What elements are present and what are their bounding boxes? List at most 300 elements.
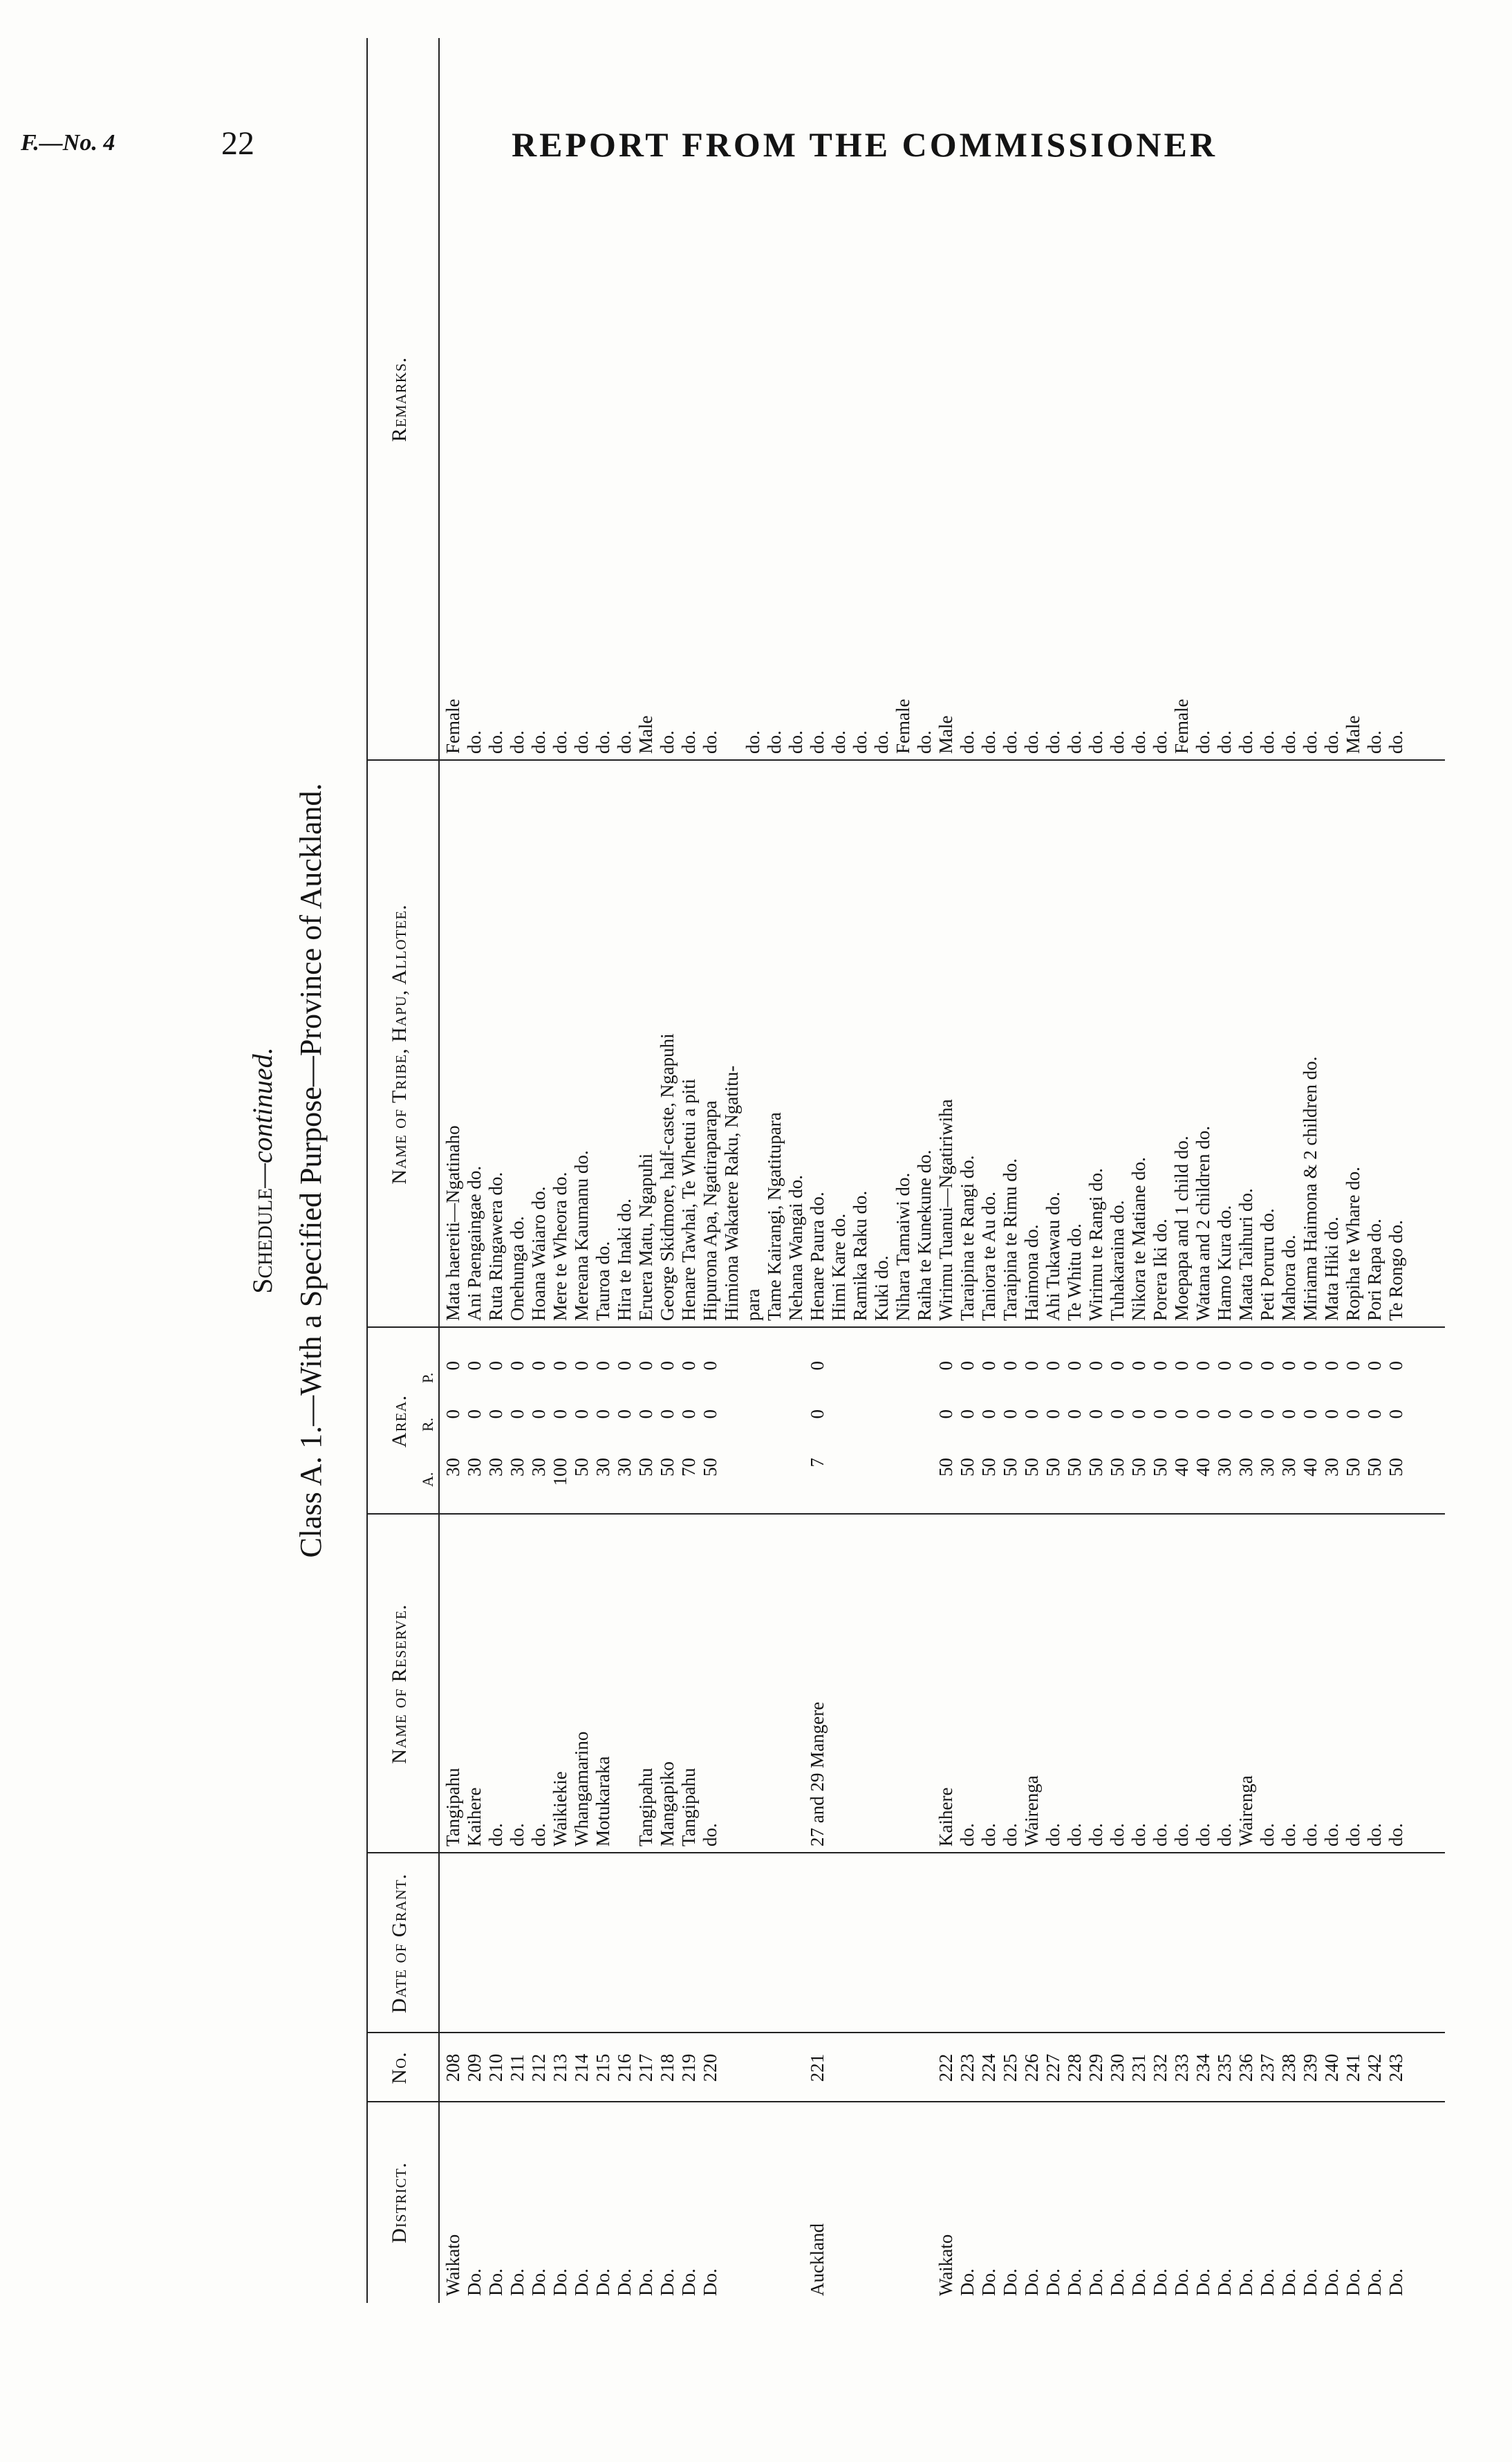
number-cell: 211 <box>507 2054 528 2082</box>
area-a: 50 <box>1043 1458 1063 1477</box>
area-r: 0 <box>957 1409 978 1419</box>
reserve-cell: do. <box>1107 1823 1128 1846</box>
area-cell <box>871 1333 893 1506</box>
area-r: 0 <box>1171 1409 1192 1419</box>
number-cell: 212 <box>528 2053 549 2082</box>
area-cell <box>807 1333 828 1506</box>
schedule-table-rotated <box>228 38 1493 2303</box>
area-p: 0 <box>935 1361 956 1371</box>
area-r: 0 <box>678 1409 699 1419</box>
table-row <box>1300 38 1321 2303</box>
area-r: 0 <box>935 1409 956 1419</box>
area-a: 50 <box>935 1458 956 1477</box>
area-cell <box>1343 1333 1364 1506</box>
area-p: 0 <box>1214 1361 1235 1371</box>
area-r: 0 <box>657 1409 678 1419</box>
number-cell: 227 <box>1043 2053 1063 2082</box>
number-cell: 221 <box>807 2053 828 2082</box>
remarks-cell: do. <box>1193 730 1213 754</box>
area-a: 40 <box>1171 1458 1192 1477</box>
area-p: 0 <box>592 1361 613 1371</box>
number-cell: 209 <box>464 2053 485 2082</box>
allotee-cell: Maata Taihuri do. <box>1235 1188 1256 1321</box>
area-p: 0 <box>528 1361 549 1371</box>
schedule-title-main: Schedule <box>247 1187 278 1294</box>
area-cell <box>1385 1333 1407 1506</box>
area-cell <box>1107 1333 1128 1506</box>
area-cell <box>592 1333 614 1506</box>
area-cell <box>721 1333 743 1506</box>
district-cell: Waikato <box>442 2234 463 2296</box>
reserve-cell: do. <box>485 1823 506 1846</box>
area-cell <box>464 1333 485 1506</box>
remarks-cell: do. <box>871 730 892 754</box>
area-cell <box>1171 1333 1193 1506</box>
area-a: 50 <box>978 1458 999 1477</box>
number-cell: 234 <box>1193 2053 1213 2082</box>
area-r: 0 <box>442 1409 463 1419</box>
allotee-cell: Mereana Kaumanu do. <box>571 1150 592 1321</box>
area-cell <box>828 1333 850 1506</box>
district-cell: Do. <box>1321 2268 1342 2296</box>
reserve-cell: Waikiekie <box>550 1771 570 1846</box>
col-head-name: Name of Tribe, Hapu, Allotee. <box>388 904 411 1185</box>
area-unit-perches: P. <box>419 1372 436 1383</box>
reserve-cell: do. <box>1193 1823 1213 1846</box>
area-p: 0 <box>1128 1361 1149 1371</box>
col-head-district: District. <box>388 2162 411 2243</box>
table-row <box>442 38 464 2303</box>
district-cell: Do. <box>978 2268 999 2296</box>
area-p: 0 <box>1300 1361 1320 1371</box>
reserve-cell: do. <box>1343 1823 1363 1846</box>
number-cell: 213 <box>550 2053 570 2082</box>
table-row <box>721 38 743 2303</box>
area-r: 0 <box>1021 1409 1042 1419</box>
area-p: 0 <box>614 1361 635 1371</box>
number-cell: 218 <box>657 2053 678 2082</box>
number-cell: 233 <box>1171 2053 1192 2082</box>
area-r: 0 <box>1085 1409 1106 1419</box>
remarks-cell: do. <box>743 730 763 754</box>
remarks-cell: do. <box>528 730 549 754</box>
remarks-cell: do. <box>1278 730 1299 754</box>
district-cell: Do. <box>1300 2268 1320 2296</box>
allotee-cell: Te Whitu do. <box>1064 1223 1085 1321</box>
area-a: 30 <box>507 1458 528 1477</box>
table-row <box>785 38 807 2303</box>
area-p: 0 <box>1364 1361 1385 1371</box>
area-p: 0 <box>1085 1361 1106 1371</box>
area-cell <box>678 1333 700 1506</box>
area-p: 0 <box>1107 1361 1128 1371</box>
number-cell: 228 <box>1064 2053 1085 2082</box>
table-row <box>678 38 700 2303</box>
area-p: 0 <box>1021 1361 1042 1371</box>
area-p: 0 <box>1235 1361 1256 1371</box>
district-cell: Do. <box>507 2268 528 2296</box>
area-r: 0 <box>614 1409 635 1419</box>
area-a: 30 <box>1257 1458 1278 1477</box>
allotee-cell: Eruera Matu, Ngapuhi <box>635 1153 656 1321</box>
area-cell <box>1085 1333 1107 1506</box>
number-cell: 231 <box>1128 2053 1149 2082</box>
table-row <box>914 38 935 2303</box>
remarks-cell: do. <box>785 730 806 754</box>
table-row <box>1107 38 1128 2303</box>
allotee-cell: Nikora te Matiane do. <box>1128 1157 1149 1321</box>
area-p: 0 <box>1171 1361 1192 1371</box>
reserve-cell: Kaihere <box>464 1787 485 1846</box>
page-title: REPORT FROM THE COMMISSIONER <box>512 125 1217 164</box>
table-row <box>507 38 528 2303</box>
area-r: 0 <box>700 1409 720 1419</box>
area-r: 0 <box>1235 1409 1256 1419</box>
area-cell <box>507 1333 528 1506</box>
area-cell <box>1021 1333 1043 1506</box>
remarks-cell: do. <box>1064 730 1085 754</box>
area-cell <box>1193 1333 1214 1506</box>
reserve-cell: do. <box>1321 1823 1342 1846</box>
table-row <box>1385 38 1407 2303</box>
remarks-cell: Male <box>935 715 956 754</box>
allotee-cell: Ropiha te Whare do. <box>1343 1167 1363 1321</box>
area-cell <box>657 1333 678 1506</box>
area-a: 50 <box>657 1458 678 1477</box>
district-cell: Do. <box>1257 2268 1278 2296</box>
area-cell <box>1321 1333 1343 1506</box>
schedule-title-continued: —continued. <box>247 1047 278 1188</box>
col-head-reserve: Name of Reserve. <box>388 1604 411 1764</box>
area-a: 7 <box>807 1458 828 1468</box>
area-a: 50 <box>957 1458 978 1477</box>
area-r: 0 <box>1364 1409 1385 1419</box>
area-a: 50 <box>1021 1458 1042 1477</box>
remarks-cell: do. <box>850 730 870 754</box>
area-p: 0 <box>1257 1361 1278 1371</box>
remarks-cell: do. <box>978 730 999 754</box>
col-head-remarks: Remarks. <box>388 356 411 443</box>
area-p: 0 <box>957 1361 978 1371</box>
area-p: 0 <box>1278 1361 1299 1371</box>
area-a: 50 <box>1128 1458 1149 1477</box>
area-a: 50 <box>1385 1458 1406 1477</box>
number-cell: 238 <box>1278 2053 1299 2082</box>
remarks-cell: do. <box>1128 730 1149 754</box>
district-cell: Do. <box>1385 2268 1406 2296</box>
area-r: 0 <box>550 1409 570 1419</box>
remarks-cell: do. <box>914 730 935 754</box>
allotee-cell: Hoana Waiaro do. <box>528 1186 549 1321</box>
area-a: 70 <box>678 1458 699 1477</box>
area-p: 0 <box>507 1361 528 1371</box>
table-row <box>1150 38 1171 2303</box>
remarks-cell: do. <box>571 730 592 754</box>
remarks-cell: Male <box>1343 715 1363 754</box>
remarks-cell: do. <box>1021 730 1042 754</box>
reserve-cell: do. <box>957 1823 978 1846</box>
reserve-cell: do. <box>1278 1823 1299 1846</box>
area-cell <box>1300 1333 1321 1506</box>
reserve-cell: Kaihere <box>935 1787 956 1846</box>
area-cell <box>1364 1333 1385 1506</box>
area-p: 0 <box>807 1361 828 1371</box>
area-cell <box>1064 1333 1085 1506</box>
number-cell: 230 <box>1107 2053 1128 2082</box>
reserve-cell: do. <box>1300 1823 1320 1846</box>
reserve-cell: Tangipahu <box>442 1768 463 1846</box>
area-p: 0 <box>1385 1361 1406 1371</box>
table-row <box>1343 38 1364 2303</box>
district-cell: Do. <box>1000 2268 1020 2296</box>
area-r: 0 <box>1000 1409 1020 1419</box>
area-a: 30 <box>528 1458 549 1477</box>
table-row <box>1257 38 1278 2303</box>
number-cell: 222 <box>935 2053 956 2082</box>
area-cell <box>1128 1333 1150 1506</box>
number-cell: 215 <box>592 2053 613 2082</box>
area-a: 40 <box>1193 1458 1213 1477</box>
remarks-cell: do. <box>1300 730 1320 754</box>
table-row <box>614 38 635 2303</box>
area-a: 30 <box>592 1458 613 1477</box>
remarks-cell: do. <box>657 730 678 754</box>
allotee-cell: Henare Tawhai, Te Whetui a piti <box>678 1078 699 1321</box>
area-p: 0 <box>978 1361 999 1371</box>
district-cell: Do. <box>528 2268 549 2296</box>
table-row <box>571 38 592 2303</box>
reserve-cell: Tangipahu <box>678 1768 699 1846</box>
remarks-cell: do. <box>592 730 613 754</box>
district-cell: Do. <box>1128 2268 1149 2296</box>
table-row <box>871 38 893 2303</box>
area-a: 50 <box>1000 1458 1020 1477</box>
district-cell: Do. <box>571 2268 592 2296</box>
reserve-cell: do. <box>1085 1823 1106 1846</box>
allotee-cell: Mata Hiki do. <box>1321 1216 1342 1321</box>
remarks-cell: do. <box>1364 730 1385 754</box>
remarks-cell: do. <box>1000 730 1020 754</box>
schedule-captions <box>228 38 366 2303</box>
area-r: 0 <box>1150 1409 1170 1419</box>
area-p: 0 <box>442 1361 463 1371</box>
allotee-cell: Onehunga do. <box>507 1216 528 1321</box>
district-cell: Do. <box>657 2268 678 2296</box>
number-cell: 236 <box>1235 2053 1256 2082</box>
district-cell: Do. <box>635 2268 656 2296</box>
allotee-cell: Watana and 2 children do. <box>1193 1126 1213 1321</box>
col-head-no: No. <box>388 2051 411 2084</box>
district-cell: Do. <box>592 2268 613 2296</box>
remarks-cell: do. <box>550 730 570 754</box>
allotee-cell: Wirimu te Rangi do. <box>1085 1168 1106 1321</box>
allotee-cell: Peti Poruru do. <box>1257 1208 1278 1321</box>
area-r: 0 <box>1214 1409 1235 1419</box>
allotee-cell: Mere te Wheora do. <box>550 1172 570 1321</box>
allotee-cell: Hamo Kura do. <box>1214 1205 1235 1321</box>
area-p: 0 <box>550 1361 570 1371</box>
table-row <box>807 38 828 2303</box>
number-cell: 220 <box>700 2053 720 2082</box>
reserve-cell: 27 and 29 Mangere <box>807 1701 828 1846</box>
number-cell: 239 <box>1300 2053 1320 2082</box>
remarks-cell: do. <box>1321 730 1342 754</box>
area-unit-acres: A. <box>419 1472 436 1487</box>
area-a: 30 <box>614 1458 635 1477</box>
district-cell: Do. <box>614 2268 635 2296</box>
district-cell: Do. <box>1343 2268 1363 2296</box>
remarks-cell: do. <box>464 730 485 754</box>
district-cell: Do. <box>1043 2268 1063 2296</box>
area-p: 0 <box>700 1361 720 1371</box>
table-row <box>550 38 571 2303</box>
remarks-cell: Female <box>442 698 463 754</box>
area-r: 0 <box>571 1409 592 1419</box>
table-row <box>700 38 721 2303</box>
area-cell <box>850 1333 871 1506</box>
area-cell <box>700 1333 721 1506</box>
area-r: 0 <box>1257 1409 1278 1419</box>
district-cell: Do. <box>1193 2268 1213 2296</box>
area-r: 0 <box>1300 1409 1320 1419</box>
reserve-cell: do. <box>1171 1823 1192 1846</box>
number-cell: 232 <box>1150 2053 1170 2082</box>
area-a: 100 <box>550 1458 570 1486</box>
allotee-cell: Taniora te Au do. <box>978 1191 999 1321</box>
table-row <box>1171 38 1193 2303</box>
area-p: 0 <box>1000 1361 1020 1371</box>
allotee-cell: George Skidmore, half-caste, Ngapuhi <box>657 1033 678 1321</box>
number-cell: 214 <box>571 2053 592 2082</box>
table-row <box>828 38 850 2303</box>
area-r: 0 <box>1107 1409 1128 1419</box>
remarks-cell: Female <box>893 698 913 754</box>
reserve-cell: do. <box>1150 1823 1170 1846</box>
reserve-cell: do. <box>1214 1823 1235 1846</box>
remarks-cell: do. <box>1385 730 1406 754</box>
number-cell: 243 <box>1385 2053 1406 2082</box>
remarks-cell: do. <box>957 730 978 754</box>
area-r: 0 <box>1385 1409 1406 1419</box>
area-r: 0 <box>1128 1409 1149 1419</box>
reserve-cell: do. <box>700 1823 720 1846</box>
col-head-date: Date of Grant. <box>388 1873 411 2014</box>
remarks-cell: do. <box>1214 730 1235 754</box>
table-row <box>850 38 871 2303</box>
area-a: 30 <box>442 1458 463 1477</box>
number-cell: 229 <box>1085 2053 1106 2082</box>
district-cell: Do. <box>1171 2268 1192 2296</box>
area-cell <box>1235 1333 1257 1506</box>
allotee-cell: Nihara Tamaiwi do. <box>893 1172 913 1321</box>
table-row <box>1235 38 1257 2303</box>
table-row <box>764 38 785 2303</box>
district-cell: Do. <box>957 2268 978 2296</box>
district-cell: Do. <box>678 2268 699 2296</box>
area-cell <box>1278 1333 1300 1506</box>
area-cell <box>743 1333 764 1506</box>
table-row <box>657 38 678 2303</box>
table-row <box>1193 38 1214 2303</box>
schedule-title <box>246 38 279 2303</box>
allotee-cell: Taraipina te Rimu do. <box>1000 1158 1020 1321</box>
area-r: 0 <box>592 1409 613 1419</box>
allotee-cell: Ramika Raku do. <box>850 1190 870 1321</box>
number-cell: 242 <box>1364 2053 1385 2082</box>
area-a: 30 <box>485 1458 506 1477</box>
reserve-cell: do. <box>1257 1823 1278 1846</box>
table-row <box>485 38 507 2303</box>
class-heading: Class A. 1.—With a Specified Purpose—Province of Auckland. <box>294 783 328 1558</box>
number-cell: 225 <box>1000 2053 1020 2082</box>
table-row <box>1043 38 1064 2303</box>
district-cell: Do. <box>1214 2268 1235 2296</box>
table-row <box>592 38 614 2303</box>
area-cell <box>442 1333 464 1506</box>
area-cell <box>935 1333 957 1506</box>
number-cell: 219 <box>678 2053 699 2082</box>
area-a: 50 <box>1364 1458 1385 1477</box>
number-cell: 224 <box>978 2053 999 2082</box>
number-cell: 226 <box>1021 2053 1042 2082</box>
reserve-cell: Whangamarino <box>571 1731 592 1846</box>
table-row <box>1321 38 1343 2303</box>
district-cell: Do. <box>1150 2268 1170 2296</box>
district-cell: Do. <box>1107 2268 1128 2296</box>
allotee-cell: Pori Rapa do. <box>1364 1219 1385 1321</box>
area-cell <box>978 1333 1000 1506</box>
reserve-cell: do. <box>1064 1823 1085 1846</box>
area-unit-roods: R. <box>419 1417 436 1432</box>
reserve-cell: do. <box>978 1823 999 1846</box>
area-cell <box>485 1333 507 1506</box>
allotee-cell: Taraipina te Rangi do. <box>957 1155 978 1321</box>
area-cell <box>893 1333 914 1506</box>
document-reference: F.—No. 4 <box>21 130 115 156</box>
area-p: 0 <box>657 1361 678 1371</box>
reserve-cell: do. <box>528 1823 549 1846</box>
allotee-cell: Tuhakaraina do. <box>1107 1200 1128 1321</box>
district-cell: Do. <box>1021 2268 1042 2296</box>
district-cell: Do. <box>1278 2268 1299 2296</box>
table-row <box>1214 38 1235 2303</box>
reserve-cell: do. <box>1043 1823 1063 1846</box>
area-a: 50 <box>1085 1458 1106 1477</box>
remarks-cell: do. <box>700 730 720 754</box>
area-p: 0 <box>571 1361 592 1371</box>
area-p: 0 <box>1150 1361 1170 1371</box>
allotee-cell: Hipurona Apa, Ngatiraparapa <box>700 1100 720 1321</box>
district-cell: Auckland <box>807 2223 828 2296</box>
area-cell <box>764 1333 785 1506</box>
table-rows <box>442 38 1407 2303</box>
area-a: 50 <box>700 1458 720 1477</box>
reserve-cell: do. <box>1128 1823 1149 1846</box>
allotee-cell: Kuki do. <box>871 1255 892 1321</box>
area-p: 0 <box>464 1361 485 1371</box>
reserve-cell: Tangipahu <box>635 1768 656 1846</box>
area-a: 50 <box>1064 1458 1085 1477</box>
area-cell <box>1214 1333 1235 1506</box>
area-r: 0 <box>528 1409 549 1419</box>
district-cell: Do. <box>700 2268 720 2296</box>
district-cell: Do. <box>1364 2268 1385 2296</box>
number-cell: 208 <box>442 2053 463 2082</box>
remarks-cell: do. <box>828 730 849 754</box>
allotee-cell: Himi Kare do. <box>828 1213 849 1321</box>
remarks-cell: do. <box>614 730 635 754</box>
area-r: 0 <box>507 1409 528 1419</box>
